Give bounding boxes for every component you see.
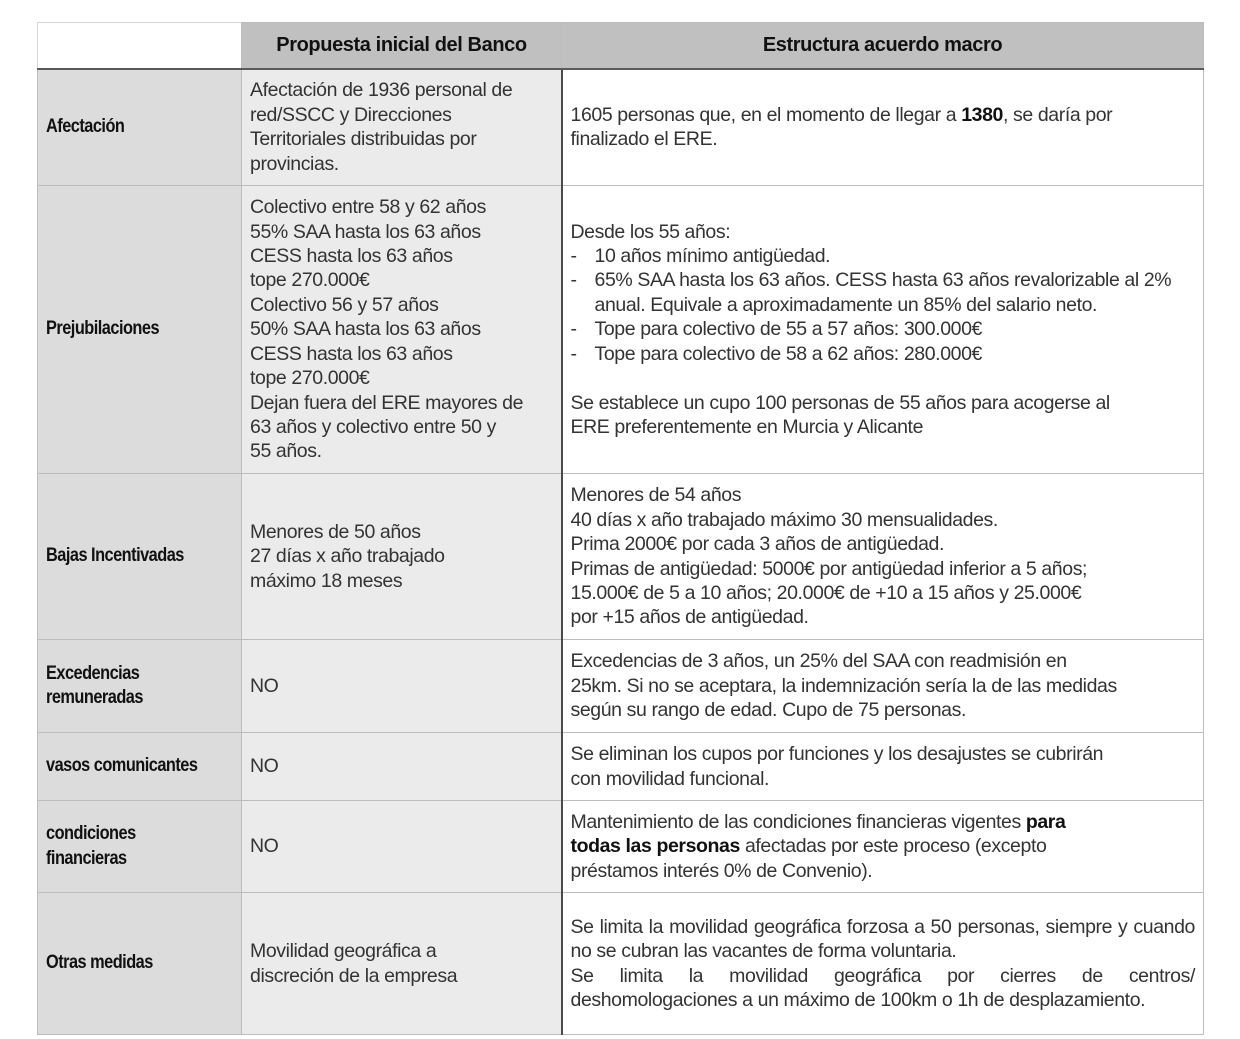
dash-bullet-icon: - (570, 245, 577, 268)
bullet-text: Tope para colectivo de 58 a 62 años: 280.000€ (594, 342, 982, 365)
deal-cell (562, 893, 1204, 1035)
bullet-text: Tope para colectivo de 55 a 57 años: 300.000€ (594, 318, 982, 341)
bold-figure: 1380 (961, 103, 1003, 126)
row-label: Otras medidas (38, 893, 242, 1035)
text-line: finalizado el ERE. (570, 128, 718, 151)
row-label: Prejubilaciones (38, 186, 242, 474)
comparison-table (37, 22, 1204, 1035)
text-line: Colectivo entre 58 y 62 años (250, 196, 486, 219)
label-line: Excedencias (46, 662, 140, 684)
bank-cell: NO (242, 640, 562, 733)
table-row-excedencias-remuneradas (38, 640, 1204, 733)
text-line: Desde los 55 años: (570, 220, 731, 243)
text-line: Prima 2000€ por cada 3 años de antigüedad. (570, 533, 944, 556)
text-line: 25km. Si no se aceptara, la indemnización sería la de las medidas (570, 674, 1117, 697)
text-line: préstamos interés 0% de Convenio). (570, 859, 873, 882)
table-row-prejubilaciones (38, 186, 1204, 474)
bank-cell: NO (242, 733, 562, 801)
text-fragment: 1605 personas que, en el momento de llegar a (570, 103, 962, 126)
text-line: Afectación de 1936 personal de (250, 79, 513, 102)
text-line: Se establece un cupo 100 personas de 55 años para acogerse al (570, 391, 1110, 414)
text-line: CESS hasta los 63 años (250, 342, 453, 365)
bank-cell: NO (242, 801, 562, 893)
text-line: con movilidad funcional. (570, 767, 770, 790)
text-line: Excedencias de 3 años, un 25% del SAA con readmisión en (570, 650, 1067, 673)
bullet-item (571, 317, 1196, 341)
bold-text: todas las personas (570, 835, 740, 858)
row-label (38, 801, 242, 893)
text-line (571, 103, 1196, 127)
deal-cell (562, 69, 1204, 186)
table-row-bajas-incentivadas (38, 474, 1204, 640)
text-line: 55 años. (250, 440, 322, 463)
text-line (571, 810, 1196, 834)
row-label: Bajas Incentivadas (38, 474, 242, 640)
text-line: Territoriales distribuidas por (250, 128, 477, 151)
text-line: 40 días x año trabajado máximo 30 mensualidades. (570, 508, 998, 531)
label-line: financieras (46, 847, 127, 869)
deal-cell (562, 186, 1204, 474)
text-line: Dejan fuera del ERE mayores de (250, 391, 524, 414)
row-label: vasos comunicantes (38, 733, 242, 801)
dash-bullet-icon: - (570, 342, 577, 365)
text-line: provincias. (250, 152, 339, 175)
dash-bullet-icon: - (570, 269, 577, 292)
bullet-item (571, 244, 1196, 268)
text-fragment: , se daría por (1002, 103, 1113, 126)
text-line: 55% SAA hasta los 63 años (250, 220, 481, 243)
text-line: red/SSCC y Direcciones (250, 103, 452, 126)
row-label: Afectación (38, 69, 242, 186)
label-line: remuneradas (46, 687, 143, 708)
table-row-vasos-comunicantes (38, 733, 1204, 801)
bullet-item (571, 342, 1196, 366)
text-line: ERE preferentemente en Murcia y Alicante (570, 415, 924, 438)
bullet-item (571, 268, 1196, 317)
text-line: discreción de la empresa (250, 964, 458, 987)
text-line: según su rango de edad. Cupo de 75 personas. (570, 699, 966, 722)
text-line: Se eliminan los cupos por funciones y los desajustes se cubrirán (570, 743, 1104, 766)
text-line: por +15 años de antigüedad. (570, 606, 809, 629)
text-line: Colectivo 56 y 57 años (250, 293, 439, 316)
text-line: CESS hasta los 63 años (250, 245, 453, 268)
dash-bullet-icon: - (570, 318, 577, 341)
bank-cell (242, 474, 562, 640)
bullet-text: 65% SAA hasta los 63 años. CESS hasta 63 años revalorizable al 2% anual. Equivale a aproximadamente un 85% del salario neto. (594, 269, 1172, 316)
text-fragment: afectadas por este proceso (excepto (739, 835, 1047, 858)
table-row-otras-medidas (38, 893, 1204, 1035)
text-line: Movilidad geográfica a (250, 940, 437, 963)
paragraph: Se limita la movilidad geográfica por cierres de centros/ deshomologaciones a un máximo de 100km o 1h de desplazamiento. (570, 964, 1195, 1011)
text-fragment: Mantenimiento de las condiciones financieras vigentes (570, 810, 1026, 833)
header-bank-proposal: Propuesta inicial del Banco (242, 23, 562, 69)
deal-cell (562, 640, 1204, 733)
bold-text: para (1025, 810, 1066, 833)
text-line: máximo 18 meses (250, 569, 403, 592)
text-line: Menores de 50 años (250, 520, 421, 543)
row-label (38, 640, 242, 733)
bank-cell (242, 186, 562, 474)
text-line: 63 años y colectivo entre 50 y (250, 415, 496, 438)
header-row (38, 23, 1204, 69)
bank-cell (242, 893, 562, 1035)
spacer (571, 366, 1196, 390)
bullet-text: 10 años mínimo antigüedad. (594, 245, 831, 268)
header-blank-cell (38, 23, 242, 69)
bank-cell (242, 69, 562, 186)
text-line: 15.000€ de 5 a 10 años; 20.000€ de +10 a 15 años y 25.000€ (570, 581, 1082, 604)
text-line: tope 270.000€ (250, 269, 370, 292)
table-row-condiciones-financieras (38, 801, 1204, 893)
deal-cell (562, 474, 1204, 640)
deal-cell (562, 801, 1204, 893)
text-line: tope 270.000€ (250, 367, 370, 390)
table-row-afectacion (38, 69, 1204, 186)
text-line (571, 834, 1196, 858)
text-line: Menores de 54 años (570, 484, 742, 507)
text-line: 27 días x año trabajado (250, 545, 445, 568)
paragraph: Se limita la movilidad geográfica forzosa a 50 personas, siempre y cuando no se cubran las vacantes de forma voluntaria. (570, 915, 1195, 963)
text-line: Primas de antigüedad: 5000€ por antigüedad inferior a 5 años; (570, 557, 1088, 580)
deal-cell (562, 733, 1204, 801)
header-framework-agreement: Estructura acuerdo macro (562, 23, 1204, 69)
text-line: 50% SAA hasta los 63 años (250, 318, 481, 341)
label-line: condiciones (46, 823, 136, 845)
